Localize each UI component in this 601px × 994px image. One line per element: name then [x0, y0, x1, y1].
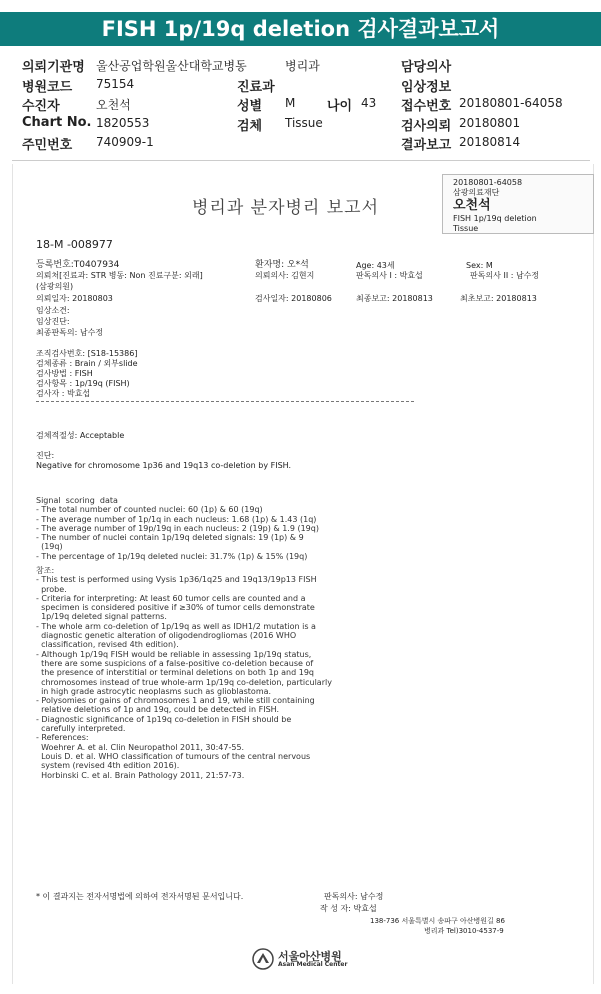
address: 138-736 서울특별시 송파구 아산병원길 86	[370, 917, 505, 925]
label-chart-no: Chart No.	[22, 115, 92, 130]
value-accession: 20180801-64058	[459, 96, 563, 110]
final-reader: 최종판독의: 남수정	[36, 328, 104, 337]
stamp-patient-name: 오천석	[453, 198, 491, 213]
logo-korean: 서울아산병원	[278, 950, 342, 963]
e-signature-note: * 이 결과지는 전자서명법에 의하여 전자서명된 문서입니다.	[36, 892, 244, 901]
label-clinical-info: 임상정보	[401, 80, 452, 95]
label-institution: 의뢰기관명	[22, 60, 85, 75]
hospital-logo-icon	[252, 948, 274, 970]
diagnosis-label: 진단:	[36, 451, 55, 460]
author-signature: 작 성 자: 박효섭	[320, 904, 377, 913]
scan-title: 병리과 분자병리 보고서	[192, 198, 380, 218]
organization: (삼광의원)	[36, 282, 74, 291]
divider	[12, 160, 590, 161]
phone: 병리과 Tel)3010-4537-9	[424, 927, 504, 935]
referring-dept: 의뢰처[진료과: STR 병동: Non 진료구분: 외래]	[36, 271, 203, 280]
specimen-type: 검체종류 : Brain / 외부slide	[36, 359, 138, 368]
value-age: 43	[361, 96, 377, 110]
value-institution: 울산공업학원울산대학교병동	[96, 59, 247, 73]
latest-report-date: 최종보고: 20180813	[356, 294, 433, 303]
first-report-date: 최초보고: 20180813	[460, 294, 537, 303]
final-reader-signature: 판독의사: 남수정	[324, 892, 384, 901]
value-resident-no: 740909-1	[96, 135, 154, 149]
label-doctor: 담당의사	[401, 60, 452, 75]
reader-1: 판독의사 I : 박효섭	[356, 271, 423, 280]
label-clinic: 진료과	[237, 80, 275, 95]
logo-english: Asan Medical Center	[278, 961, 348, 968]
label-resident-no: 주민번호	[22, 138, 73, 153]
value-specimen: Tissue	[285, 116, 323, 130]
case-number: 18-M -008977	[36, 238, 113, 251]
hospital-logo	[252, 948, 352, 972]
stamp-accession: 20180801-64058	[453, 178, 523, 187]
label-report-date: 결과보고	[401, 138, 452, 153]
value-department: 병리과	[285, 59, 320, 73]
patient-sex: Sex: M	[466, 261, 493, 270]
label-age: 나이	[327, 99, 353, 114]
clinical-findings: 임상소견:	[36, 306, 70, 315]
examiner: 검사자 : 박효섭	[36, 389, 91, 398]
clinical-diagnosis: 임상진단:	[36, 317, 70, 326]
reference-notes: 참조: - This test is performed using Vysis 1p36/1q25 and 19q13/19p13 FISH probe. - Criteria for interpreting: At least 60 tumor cells are counted and a specimen is considered positive if ≥30% of tumor cells demonstrate 1p/19q deleted signal patterns. - The whole arm co-deletion of 1p/19q as well as IDH1/2 mutation is a diagnostic genetic alteration of oligodendrogliomas (2016 WHO classification, revised 4th edition). - Although 1p/19q FISH would be reliable in assessing 1p/19q status, there are some suspicions of a false-positive co-deletion because of the presence of interstitial or terminal deletions on both 1p and 19q chromosomes instead of true whole-arm 1p/19q co-deletion, particularly in high grade astrocytic neoplasms such as glioblastoma. - Polysomies or gains of chromosomes 1 and 19, while still containing relative deletions of 1p and 19q, could be detected in FISH. - Diagnostic significance of 1p19q co-deletion in FISH should be carefully interpreted. - References: Woehrer A. et al. Clin Neuropathol 2011, 30:47-55. Louis D. et al. WHO classification of tumours of the central nervous system (revised 4th edition 2016). Horbinski C. et al. Brain Pathology 2011, 21:57-73.	[36, 566, 332, 780]
value-sex: M	[285, 96, 296, 110]
test-date: 검사일자: 20180806	[255, 294, 332, 303]
signal-scoring-data: Signal scoring data - The total number of counted nuclei: 60 (1p) & 60 (19q) - The average number of 1p/1q in each nucleus: 1.68 (1p) & 1.43 (1q) - The average number of 19p/19q in each nucleus: 2 (19p) & 1.9 (19q) - The number of nuclei contain 1p/19q deleted signals: 19 (1p) & 9 (19q) - The percentage of 1p/19q deleted nuclei: 31.7% (1p) & 15% (19q)	[36, 496, 319, 561]
request-date: 의뢰일자: 20180803	[36, 294, 113, 303]
report-title: FISH 1p/19q deletion 검사결과보고서	[0, 12, 601, 46]
value-report-date: 20180814	[459, 135, 521, 149]
requesting-doctor: 의뢰의사: 김현지	[255, 271, 315, 280]
stamp-test: FISH 1p/19q deletion	[453, 214, 537, 223]
value-chart-no: 1820553	[96, 116, 150, 130]
stamp-specimen: Tissue	[453, 224, 479, 233]
patient-age: Age: 43세	[356, 261, 395, 270]
test-item: 검사항목 : 1p/19q (FISH)	[36, 379, 130, 388]
info-table	[0, 50, 601, 160]
label-sex: 성별	[237, 99, 263, 114]
lab-stamp	[442, 174, 594, 234]
value-hospital-code: 75154	[96, 77, 135, 91]
specimen-adequacy: 검체적절성: Acceptable	[36, 431, 125, 440]
value-patient: 오천석	[96, 98, 131, 112]
label-hospital-code: 병원코드	[22, 80, 73, 95]
test-method: 검사방법 : FISH	[36, 369, 93, 378]
stamp-lab: 삼광의료재단	[453, 188, 500, 197]
label-accession: 접수번호	[401, 99, 452, 114]
label-specimen: 검체	[237, 119, 263, 134]
diagnosis-text: Negative for chromosome 1p36 and 19q13 co-deletion by FISH.	[36, 461, 292, 470]
patient-name: 환자명: 오*석	[255, 260, 309, 270]
value-request-date: 20180801	[459, 116, 521, 130]
reader-2: 판독의사 II : 남수정	[470, 271, 540, 280]
label-request-date: 검사의뢰	[401, 119, 452, 134]
registration-no: 등록번호:T0407934	[36, 260, 120, 270]
dashed-divider	[36, 401, 414, 402]
tissue-number: 조직검사번호: [S18-15386]	[36, 349, 138, 358]
label-patient: 수진자	[22, 99, 60, 114]
